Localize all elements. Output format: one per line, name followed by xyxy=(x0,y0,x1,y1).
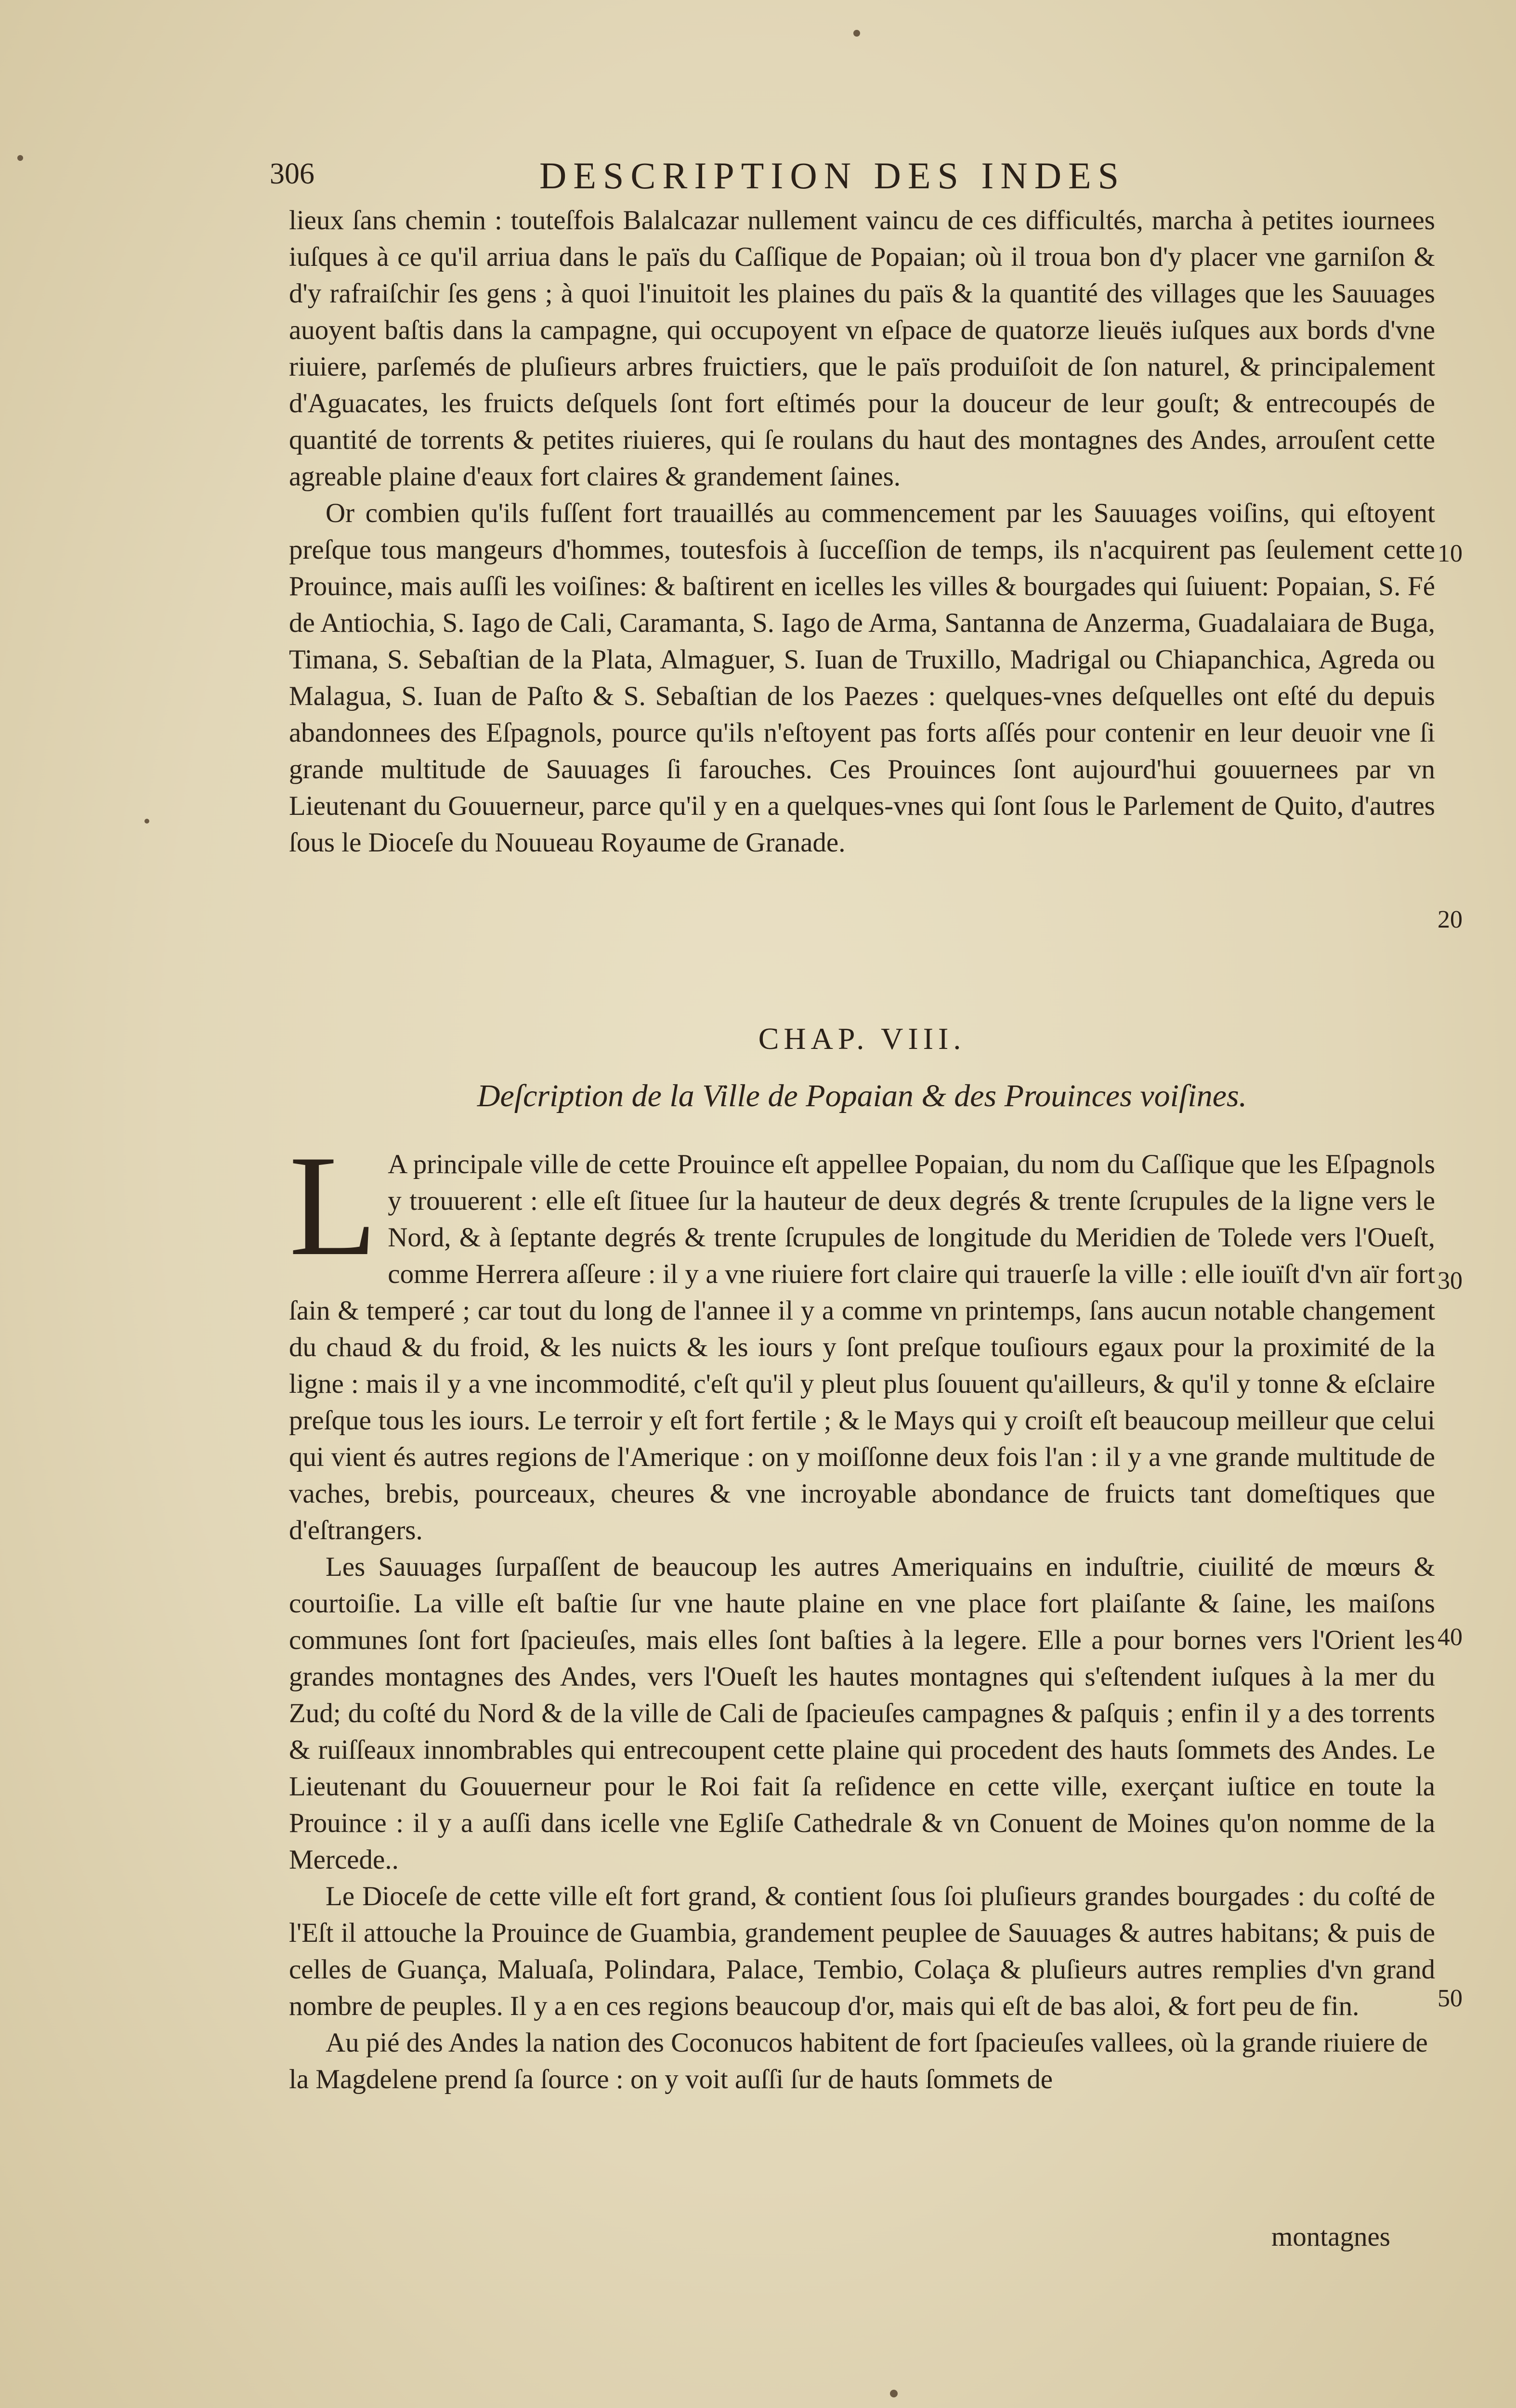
line-number: 50 xyxy=(1438,1985,1463,2012)
margin-line-numbers xyxy=(1438,202,1495,2408)
paragraph: A principale ville de cette Prouince eſt appellee Popaian, du nom du Caſſique que les Eſpagnols y trouuerent : elle eſt ſituee ſur la hauteur de deux degrés & trente ſcrupules de la ligne vers le Nord, & à ſeptante degrés & trente ſcrupules de longitude du Meridien de Tolede vers l'Oueſt, comme Herrera aſſeure : il y a vne riuiere fort claire qui trauerſe la ville : elle iouïſt d'vn aïr fort ſain & temperé ; car tout du long de l'annee il y a comme vn printemps, ſans aucun notable changement du chaud & du froid, & les nuicts & les iours y ſont preſque touſiours egaux pour la proximité de la ligne : mais il y a vne incommodité, c'eſt qu'il y pleut plus ſouuent qu'ailleurs, & qu'il y tonne & eſclaire preſque tous les iours. Le terroir y eſt fort fertile ; & le Mays qui y croiſt eſt beaucoup meilleur que celui qui vient és autres regions de l'Amerique : on y moiſſonne deux fois l'an : il y a vne grande multitude de vaches, brebis, pourceaux, cheures & vne incroyable abondance de fruicts tant domeſtiques que d'eſtrangers. xyxy=(289,1149,1435,1545)
drop-cap: L xyxy=(289,1125,378,1285)
paragraph: Au pié des Andes la nation des Coconucos habitent de fort ſpacieuſes vallees, où la grande riuiere de la Magdelene prend ſa ſource : on y voit auſſi ſur de hauts ſommets de xyxy=(289,2028,1428,2094)
chapter-subtitle: Deſcription de la Ville de Popaian & des Prouinces voiſines. xyxy=(477,1078,1247,1113)
line-number: 40 xyxy=(1438,1623,1463,1651)
paragraph: Le Dioceſe de cette ville eſt fort grand, & contient ſous ſoi pluſieurs grandes bourgades : du coſté de l'Eſt il attouche la Prouince de Guambia, grandement peuplee de Sauuages & autres habitans; & puis de celles de Guança, Maluaſa, Polindara, Palace, Tembio, Colaça & pluſieurs autres remplies d'vn grand nombre de peuples. Il y a en ces regions beaucoup d'or, mais qui eſt de bas aloi, & fort peu de fin. xyxy=(289,1881,1435,2021)
chapter-body xyxy=(289,1125,1435,2098)
paper-speck xyxy=(853,30,860,37)
page-number: 306 xyxy=(270,157,314,190)
text-block-top xyxy=(289,202,1435,861)
paper-speck xyxy=(144,819,149,824)
line-number: 10 xyxy=(1438,540,1463,567)
paper-speck xyxy=(17,155,23,161)
running-title: DESCRIPTION DES INDES xyxy=(539,155,1126,196)
chapter-heading: CHAP. VIII. xyxy=(758,1021,966,1056)
paragraph: lieux ſans chemin : touteſfois Balalcazar nullement vaincu de ces difficultés, marcha à petites iournees iuſques à ce qu'il arriua dans le païs du Caſſique de Popaian; où il troua bon d'y placer vne garniſon & d'y rafraiſchir ſes gens ; à quoi l'inuitoit les plaines du païs & la quantité des villages que les Sauuages auoyent baſtis dans la campagne, qui occupoyent vn eſpace de quatorze lieuës iuſques aux bords d'vne riuiere, parſemés de pluſieurs arbres fruictiers, que le païs produiſoit de ſon naturel, & principalement d'Aguacates, les fruicts deſquels ſont fort eſtimés pour la douceur de leur gouſt; & entrecoupés de quantité de torrents & petites riuieres, qui ſe roulans du haut des montagnes des Andes, arrouſent cette agreable plaine d'eaux fort claires & grandement ſaines. xyxy=(289,205,1435,492)
paragraph: Les Sauuages ſurpaſſent de beaucoup les autres Ameriquains en induſtrie, ciuilité de mœurs & courtoiſie. La ville eſt baſtie ſur vne haute plaine en vne place fort plaiſante & ſaine, les maiſons communes ſont fort ſpacieuſes, mais elles ſont baſties à la legere. Elle a pour bornes vers l'Orient les grandes montagnes des Andes, vers l'Oueſt les hautes montagnes qui s'eſtendent iuſques à la mer du Zud; du coſté du Nord & de la ville de Cali de ſpacieuſes campagnes & paſquis ; enfin il y a des torrents & ruiſſeaux innombrables qui entrecoupent cette plaine qui procedent des hauts ſommets des Andes. Le Lieutenant du Gouuerneur pour le Roi fait ſa reſidence en cette ville, exerçant iuſtice en toute la Prouince : il y a auſſi dans icelle vne Egliſe Cathedrale & vn Conuent de Moines qu'on nomme de la Mercede.. xyxy=(289,1552,1435,1875)
catchword: montagnes xyxy=(1271,2222,1390,2252)
page-header xyxy=(270,154,1281,202)
paragraph: Or combien qu'ils fuſſent fort trauaillés au commencement par les Sauuages voiſins, qui eſtoyent preſque tous mangeurs d'hommes, toutesfois à ſucceſſion de temps, ils n'acquirent pas ſeulement cette Prouince, mais auſſi les voiſines: & baſtirent en icelles les villes & bourgades qui ſuiuent: Popaian, S. Fé de Antiochia, S. Iago de Cali, Caramanta, S. Iago de Arma, Santanna de Anzerma, Guadalaiara de Buga, Timana, S. Sebaſtian de la Plata, Almaguer, S. Iuan de Truxillo, Madrigal ou Chiapanchica, Agreda ou Malagua, S. Iuan de Paſto & S. Sebaſtian de los Paezes : quelques-vnes deſquelles ont eſté du depuis abandonnees des Eſpagnols, pource qu'ils n'eſtoyent pas forts aſſés pour contenir en leur deuoir vne ſi grande multitude de Sauuages ſi farouches. Ces Prouinces ſont aujourd'hui gouuernees par vn Lieutenant du Gouuerneur, parce qu'il y en a quelques-vnes qui ſont ſous le Parlement de Quito, d'autres ſous le Dioceſe du Nouueau Royaume de Granade. xyxy=(289,498,1435,858)
paper-speck xyxy=(890,2390,898,2397)
line-number: 20 xyxy=(1438,906,1463,933)
line-number: 30 xyxy=(1438,1267,1463,1295)
